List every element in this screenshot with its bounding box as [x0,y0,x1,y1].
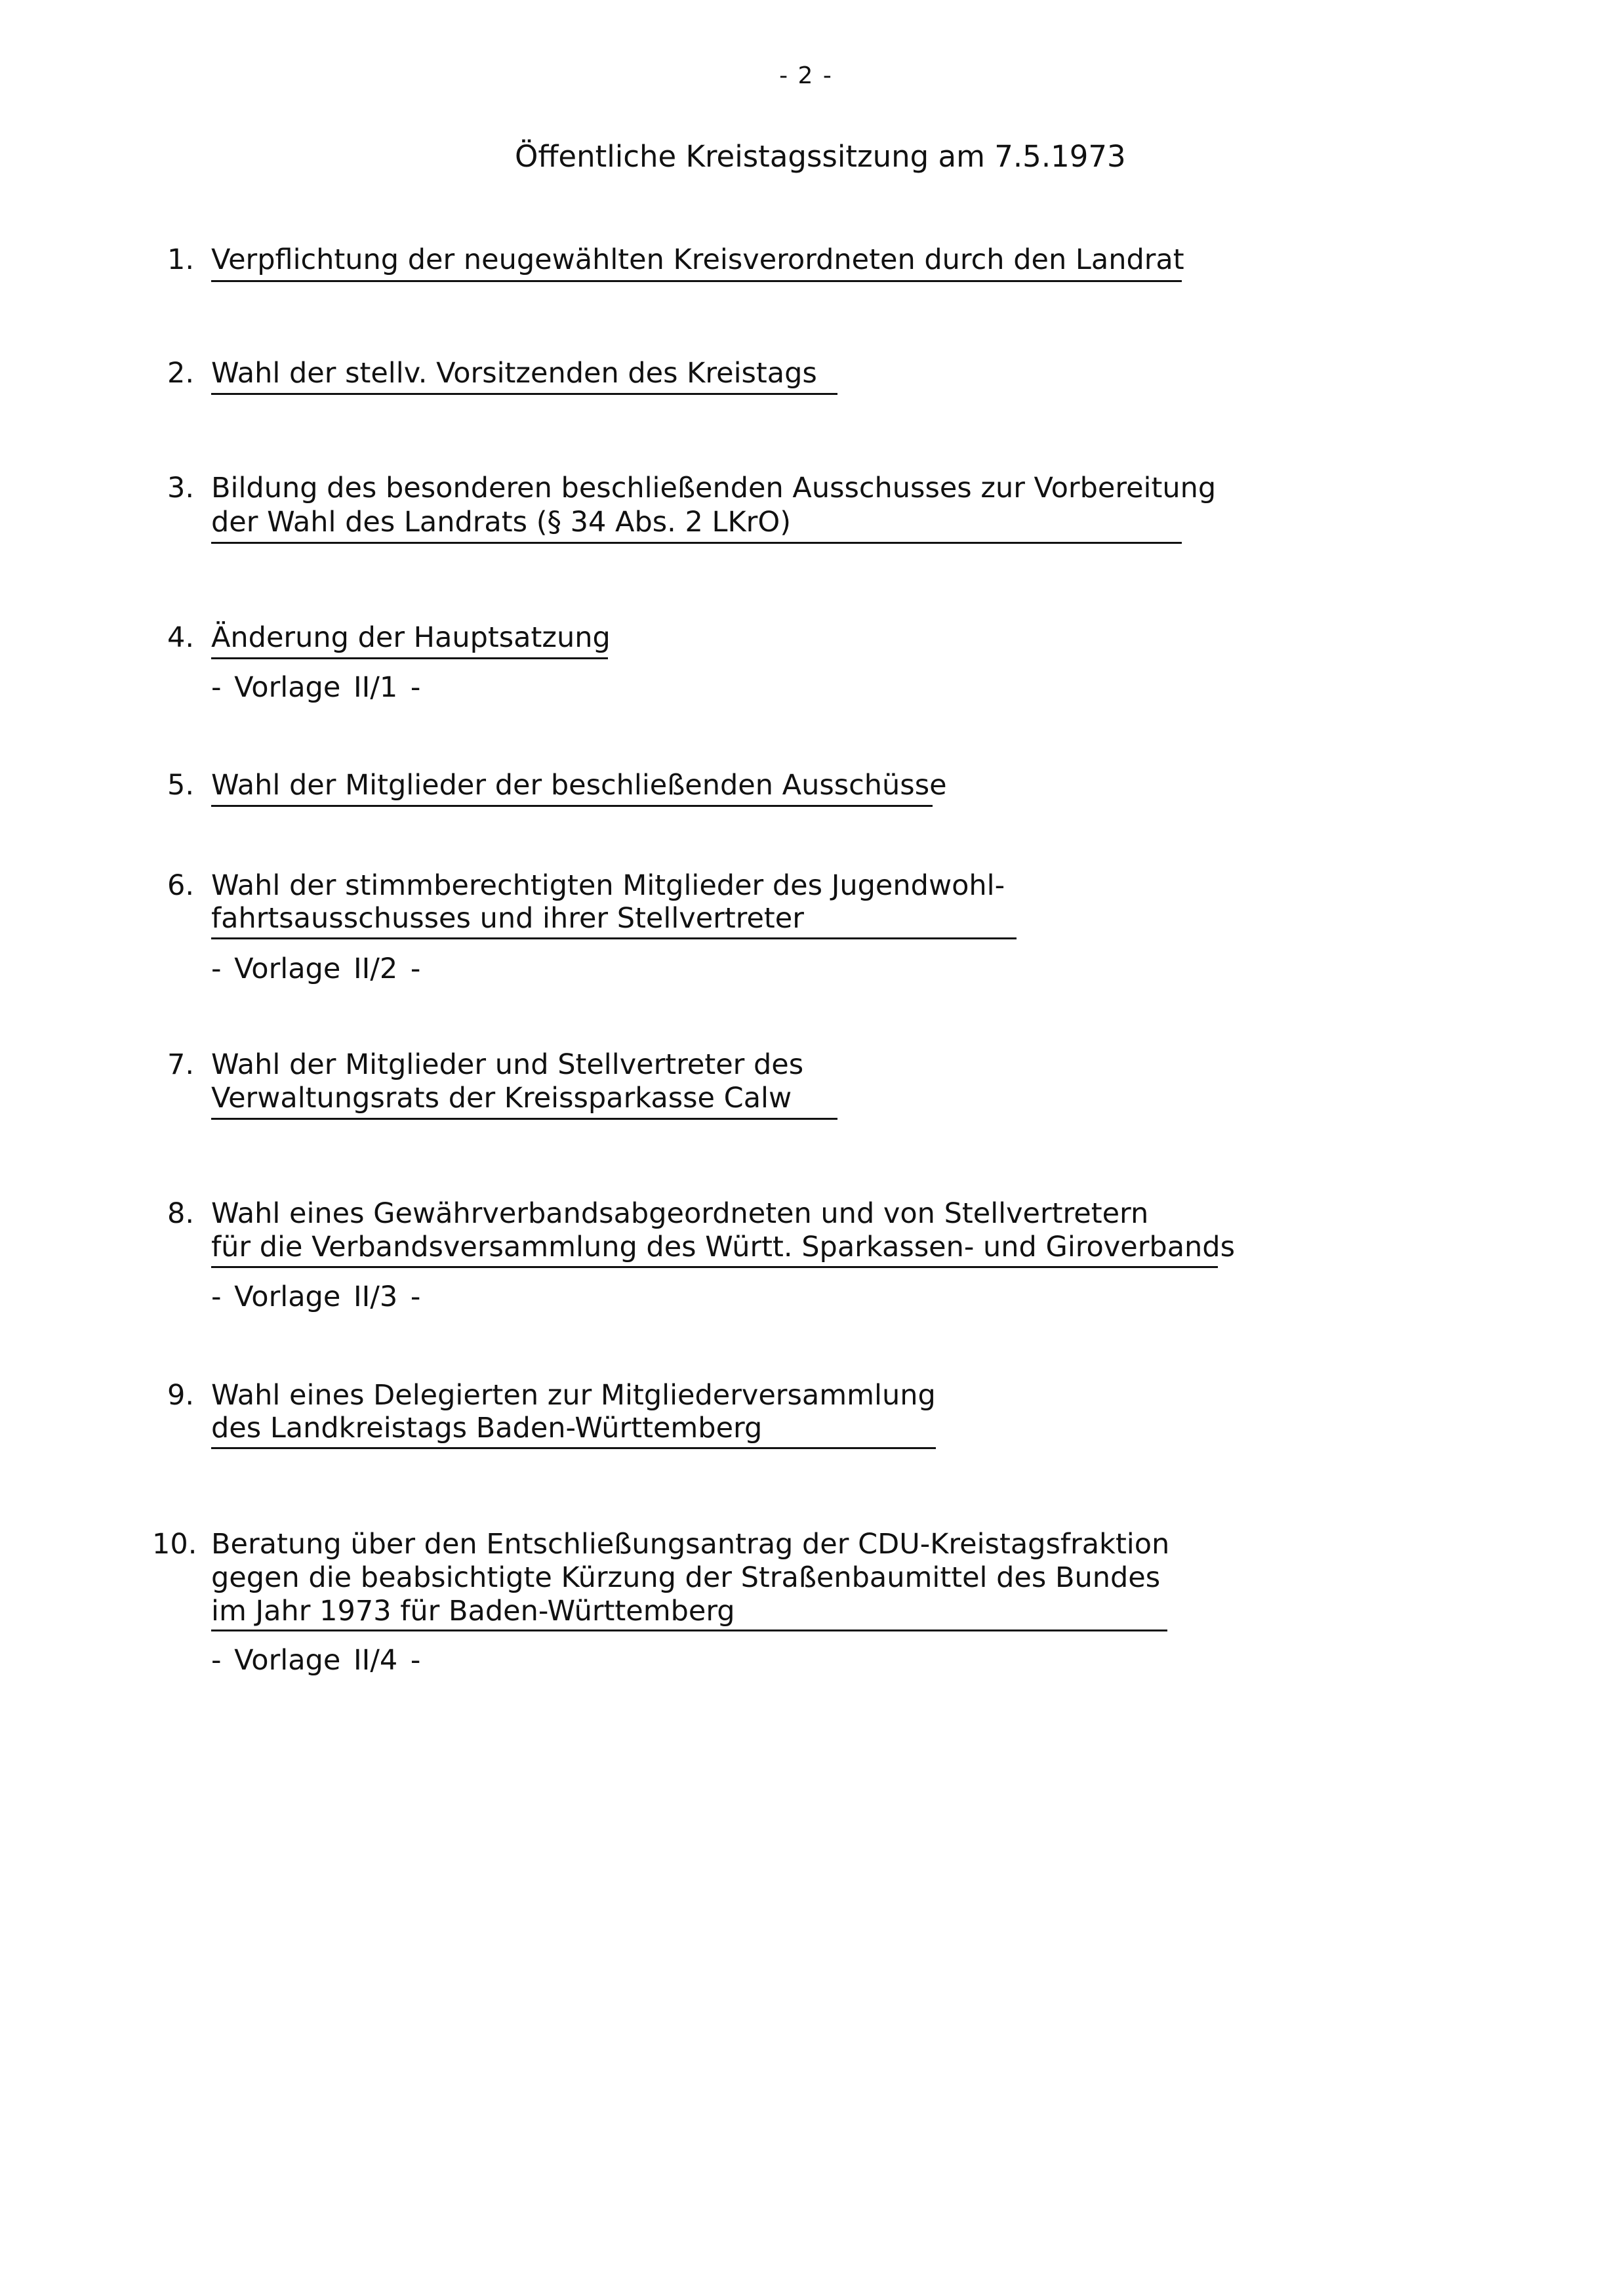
item-text-line: Änderung der Hauptsatzung [211,621,611,654]
item-text-line: fahrtsausschusses und ihrer Stellvertreter [211,902,804,935]
item-text-line: Wahl der Mitglieder der beschließenden Ausschüsse [211,769,947,802]
item-text-line: Wahl eines Delegierten zur Mitgliederversammlung [211,1379,936,1412]
item-text-line: für die Verbandsversammlung des Württ. Sparkassen- und Giroverbands [211,1231,1235,1263]
item-text-line: Beratung über den Entschließungsantrag der CDU-Kreistagsfraktion [211,1528,1170,1561]
vorlage-reference: - Vorlage II/3 - [211,1281,421,1313]
item-number: 3. [167,472,195,504]
page-number: - 2 - [779,62,833,89]
item-underline [211,657,608,659]
item-underline [211,280,1182,282]
item-number: 1. [167,243,195,276]
item-underline [211,805,933,807]
item-underline [211,542,1182,544]
item-underline [211,1630,1167,1631]
item-number: 7. [167,1048,195,1081]
item-text-line: Wahl eines Gewährverbandsabgeordneten und von Stellvertretern [211,1197,1149,1230]
item-number: 4. [167,621,195,654]
item-underline [211,1447,936,1449]
item-text-line: Bildung des besonderen beschließenden Ausschusses zur Vorbereitung [211,472,1217,504]
item-text-line: im Jahr 1973 für Baden-Württemberg [211,1595,735,1628]
item-underline [211,937,1017,939]
vorlage-reference: - Vorlage II/2 - [211,953,421,985]
item-text-line: Verwaltungsrats der Kreissparkasse Calw [211,1082,792,1115]
item-number: 10. [152,1528,197,1561]
item-text-line: Wahl der Mitglieder und Stellvertreter des [211,1048,804,1081]
item-underline [211,1118,837,1120]
item-number: 5. [167,769,195,802]
item-text-line: der Wahl des Landrats (§ 34 Abs. 2 LKrO) [211,506,791,539]
item-text-line: Wahl der stellv. Vorsitzenden des Kreistags [211,357,817,390]
item-text-line: Wahl der stimmberechtigten Mitglieder des Jugendwohl- [211,869,1005,902]
item-text-line: Verpflichtung der neugewählten Kreisverordneten durch den Landrat [211,243,1184,276]
page-title: Öffentliche Kreistagssitzung am 7.5.1973 [515,139,1126,174]
item-number: 9. [167,1379,195,1412]
vorlage-reference: - Vorlage II/4 - [211,1644,421,1677]
vorlage-reference: - Vorlage II/1 - [211,671,421,704]
item-underline [211,1266,1218,1268]
item-number: 2. [167,357,195,390]
item-underline [211,393,837,395]
item-text-line: gegen die beabsichtigte Kürzung der Straßenbaumittel des Bundes [211,1561,1161,1594]
item-number: 8. [167,1197,195,1230]
item-number: 6. [167,869,195,902]
item-text-line: des Landkreistags Baden-Württemberg [211,1412,763,1445]
